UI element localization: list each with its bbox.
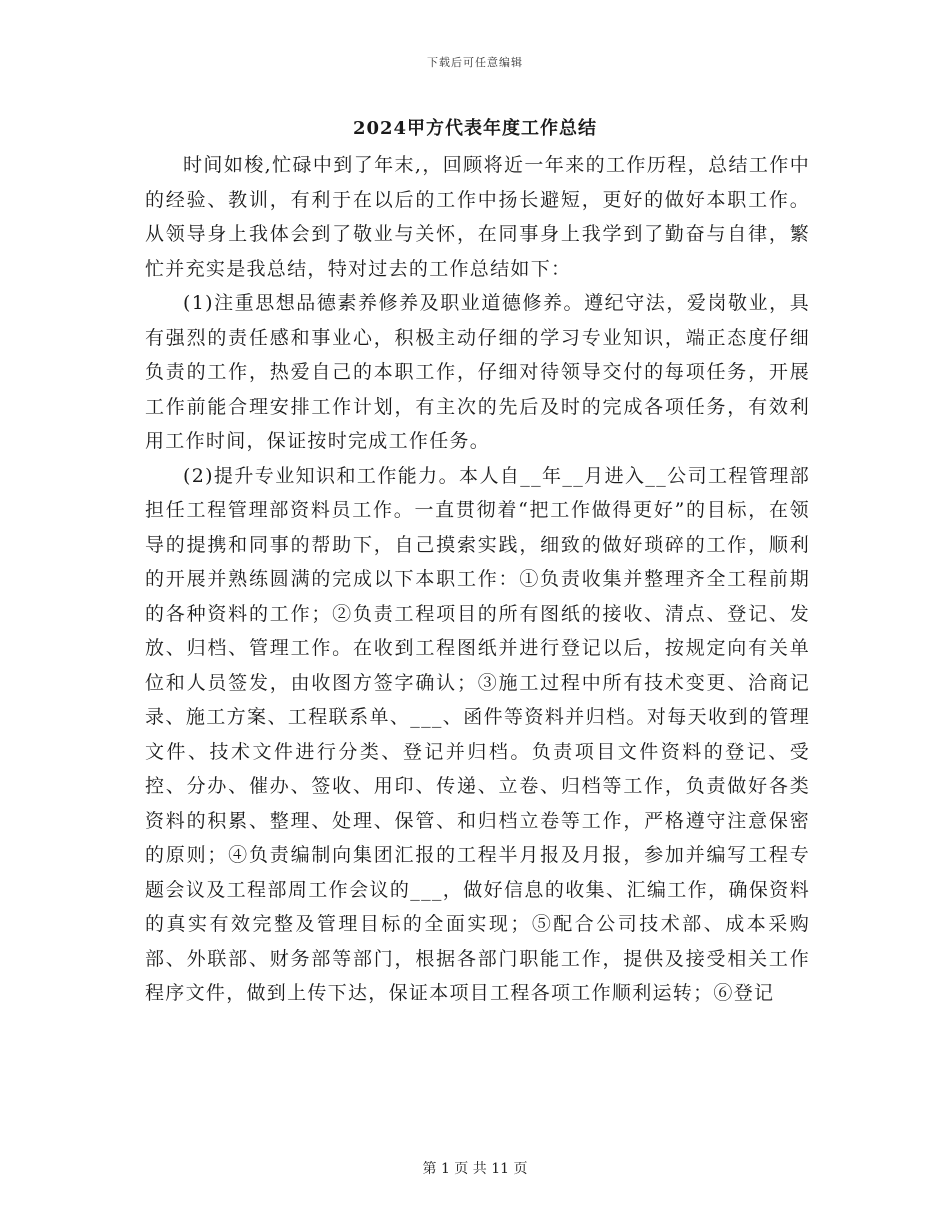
paragraph-item-2: (2)提升专业知识和工作能力。本人自__年__月进入__公司工程管理部担任工程管理部资料员工作。一直贯彻着“把工作做得更好”的目标，在领导的提携和同事的帮助下，自己摸索实践，细致的做好琐碎的工作，顺利的开展并熟练圆满的完成以下本职工作：①负责收集并整理齐全工程前期的各种资料的工作；②负责工程项目的所有图纸的接收、清点、登记、发放、归档、管理工作。在收到工程图纸并进行登记以后，按规定向有关单位和人员签发，由收图方签字确认；③施工过程中所有技术变更、洽商记录、施工方案、工程联系单、___、函件等资料并归档。对每天收到的管理文件、技术文件进行分类、登记并归档。负责项目文件资料的登记、受控、分办、催办、签收、用印、传递、立卷、归档等工作，负责做好各类资料的积累、整理、处理、保管、和归档立卷等工作，严格遵守注意保密的原则；④负责编制向集团汇报的工程半月报及月报，参加并编写工程专题会议及工程部周工作会议的___，做好信息的收集、汇编工作，确保资料的真实有效完整及管理目标的全面实现；⑤配合公司技术部、成本采购部、外联部、财务部等部门，根据各部门职能工作，提供及接受相关工作程序文件，做到上传下达，保证本项目工程各项工作顺利运转；⑥登记 xyxy=(145,464,810,1004)
header-note: 下载后可任意编辑 xyxy=(427,56,523,69)
paragraph-intro: 时间如梭,忙碌中到了年末,，回顾将近一年来的工作历程，总结工作中的经验、教训，有利于在以后的工作中扬长避短，更好的做好本职工作。从领导身上我体会到了敬业与关怀，在同事身上我学到了勤奋与自律，繁忙并充实是我总结，特对过去的工作总结如下： xyxy=(145,154,810,280)
page-number: 第 1 页 共 11 页 xyxy=(422,1161,528,1177)
paragraph-item-1: (1)注重思想品德素养修养及职业道德修养。遵纪守法，爱岗敬业，具有强烈的责任感和事业心，积极主动仔细的学习专业知识，端正态度仔细负责的工作，热爱自己的本职工作，仔细对待领导交付的每项任务，开展工作前能合理安排工作计划，有主次的先后及时的完成各项任务，有效利用工作时间，保证按时完成工作任务。 xyxy=(145,292,810,452)
document-body xyxy=(145,148,810,1011)
document-title: 2024甲方代表年度工作总结 xyxy=(352,118,598,139)
